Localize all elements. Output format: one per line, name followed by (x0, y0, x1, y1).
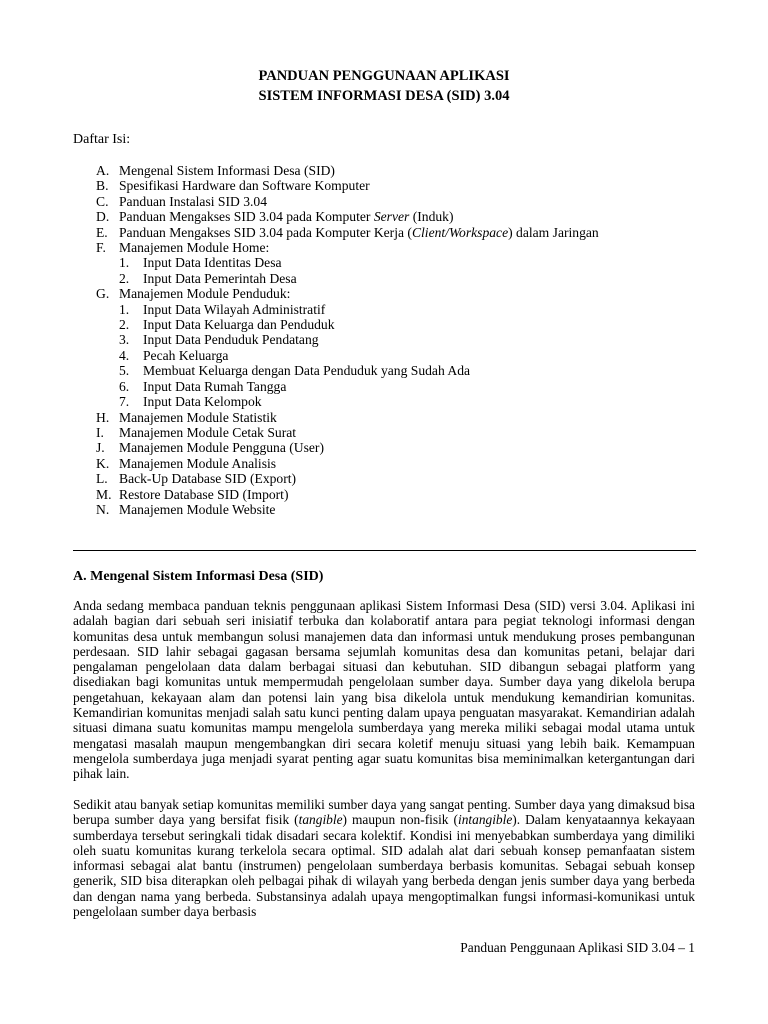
toc-item: I. Manajemen Module Cetak Surat (96, 424, 297, 440)
toc-item: B. Spesifikasi Hardware dan Software Komputer (96, 178, 370, 194)
paragraph-2: Sedikit atau banyak setiap komunitas memiliki sumber daya yang sangat penting. Sumber daya yang dimaksud bisa berupa sumber daya yang bersifat fisik (tangible) maupun non-fisik (intangible). Dalam kenyataannya kekayaan sumberdaya tersebut seringkali tidak disadari secara kolektif. Kondisi ini menyebabkan sumberdaya yang dimiliki oleh suatu komunitas kurang terkelola secara optimal. SID adalah alat dari sebuah konsep pemanfaatan sistem informasi sebagai alat bantu (instrumen) pengelolaan sumberdaya berbasis komunitas. Sebagai sebuah konsep generik, SID bisa diterapkan oleh pelbagai pihak di wilayah yang berbeda dengan jenis sumber daya yang berbeda dan dengan nama yang berbeda. Substansinya adalah upaya mengoptimalkan fungsi informasi-komunikasi untuk pengelolaan sumber daya berbasis (73, 797, 695, 920)
toc-item: H. Manajemen Module Statistik (96, 409, 277, 425)
paragraph-1: Anda sedang membaca panduan teknis penggunaan aplikasi Sistem Informasi Desa (SID) versi 3.04. Aplikasi ini adalah bagian dari sebuah seri inisiatif terbuka dan kolaboratif antara para pegiat teknologi informasi dengan komunitas desa untuk membangun solusi manajemen data dan informasi untuk mendukung proses pembangunan perdesaan. SID lahir sebagai gagasan bersama sejumlah komunitas desa dan komunitas petani, belajar dari pengalaman pengelolaan data dalam berbagai situasi dan kebutuhan. SID dibangun sebagai platform yang disediakan bagi komunitas untuk mempermudah pengelolaan sumber daya. Sumber daya yang dikelola berupa pengetahuan, kekayaan alam dan potensi lain yang bisa dikelola untuk mendukung kemandirian komunitas. Kemandirian komunitas menjadi salah satu kunci penting dalam upaya penguatan masyarakat. Kemandirian adalah situasi dimana suatu komunitas mampu mengelola sumberdaya yang mereka miliki sebagai modal utama untuk mengatasi masalah maupun mengembangkan diri secara koletif menuju situasi yang lebih baik. Kemampuan mengelola sumberdaya juga menjadi syarat penting agar suatu komunitas bisa meminimalkan ketergantungan dari pihak lain. (73, 598, 695, 782)
section-title: A. Mengenal Sistem Informasi Desa (SID) (73, 569, 324, 584)
toc-subitem: 5. Membuat Keluarga dengan Data Penduduk yang Sudah Ada (119, 363, 471, 379)
toc-subitem: 1. Input Data Wilayah Administratif (119, 301, 326, 317)
toc-subitem: 2. Input Data Pemerintah Desa (119, 270, 297, 286)
toc-subitem: 3. Input Data Penduduk Pendatang (119, 332, 319, 348)
toc-item: C. Panduan Instalasi SID 3.04 (96, 193, 268, 209)
toc-heading: Daftar Isi: (73, 132, 131, 147)
title-line-2: SISTEM INFORMASI DESA (SID) 3.04 (258, 88, 510, 104)
toc-item: E. Panduan Mengakses SID 3.04 pada Komputer Kerja (Client/Workspace) dalam Jaringan (96, 224, 599, 240)
toc-item: L. Back-Up Database SID (Export) (96, 471, 297, 487)
table-of-contents (73, 163, 713, 517)
toc-item: J. Manajemen Module Pengguna (User) (96, 440, 324, 456)
toc-item: F. Manajemen Module Home: (96, 240, 270, 256)
toc-item: K. Manajemen Module Analisis (96, 455, 277, 471)
toc-subitem: 1. Input Data Identitas Desa (119, 255, 282, 271)
toc-item: A. Mengenal Sistem Informasi Desa (SID) (96, 163, 335, 178)
toc-subitem: 2. Input Data Keluarga dan Penduduk (119, 317, 335, 333)
toc-item: M. Restore Database SID (Import) (96, 486, 289, 502)
section-divider (73, 550, 696, 551)
document-title (0, 66, 768, 106)
title-line-1: PANDUAN PENGGUNAAN APLIKASI (258, 68, 510, 84)
toc-subitem: 7. Input Data Kelompok (119, 394, 262, 410)
toc-item: G. Manajemen Module Penduduk: (96, 286, 291, 302)
toc-subitem: 4. Pecah Keluarga (119, 347, 229, 363)
toc-subitem: 6. Input Data Rumah Tangga (119, 378, 287, 394)
page-footer: Panduan Penggunaan Aplikasi SID 3.04 – 1 (460, 940, 695, 955)
toc-item: D. Panduan Mengakses SID 3.04 pada Komputer Server (Induk) (96, 209, 454, 225)
toc-item: N. Manajemen Module Website (96, 501, 276, 517)
